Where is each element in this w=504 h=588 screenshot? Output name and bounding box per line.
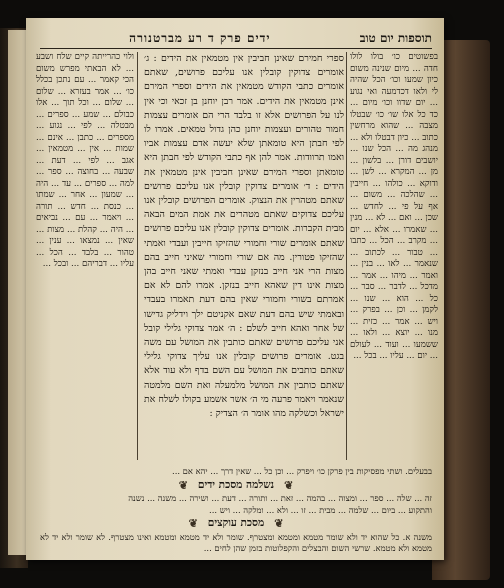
bottom-line-2: זה ... שלה ... ספר ... ומצוה ... בהמה ... זאת ... ותורה ... דעת ... ושירה ... משנה ... נשנה	[128, 493, 432, 503]
ornament-icon: ❦	[274, 517, 284, 530]
commentary-column-left	[36, 52, 138, 460]
header-middle: ידים פרק ד רע מברטנורה	[129, 30, 271, 45]
bottom-line-3: והתקוע ... ביום ... שלמה ... מבית ... זו ... ולא ... ומלקה ... ויש ...	[209, 504, 432, 515]
running-header	[40, 28, 432, 49]
commentary-column-right	[346, 52, 438, 460]
bottom-line-1: בבעלים. ושתי מפסיקות בין פרקן כו׳ ויפרק ... וכן כל ... שאין דרך ... יהא אם ...	[172, 466, 432, 476]
commentary-right-text: בפשוטים כו׳ בולו לולו חדה ... מיום שנינה משום כיון שמעו וכו׳ הכל שהיה לי ולאו דכדמעה ואי נגוע ... יום שדוו וכו׳ מיום ... כד כל אלו שו׳ כו׳ שבטלו מצבה ... שהוא מרחשין כתוב ... כיון דבטלו ולא ... מנהג מה ... הכל שנו ... יושבים דורן ... בלשון ... מן ... המקרא ... לשן ... ודוקא ... כולהו ... חייבין ... שהלכה ... משום ... אף על פי ... לחדש ... שכן ... ואם ... לא ... מנין ... שאמרו ... אלא ... יום ... מקרב ... הכל ... כתבו ... טבור ... לכתוב ... שנאמר ... לאו ... בנין ... ואמר ... מיהו ... אמר ... מדכל ... לדבר ... סבר ... כל ... הוא ... שנו ... לקמן ... וכן ... בפרק ... ויש ... אמר ... כזית ... מנו ... יוצא ... ולאו ... ששמעו ... ועוד ... לעולם ... יום ... עליו ... בכל ...	[350, 52, 438, 361]
ornament-icon: ❦	[284, 478, 294, 492]
tractate-end-label: נשלמה מסכת ידים	[197, 478, 275, 491]
bottom-section	[40, 466, 432, 556]
tractate-start-label: מסכת עוקצים	[207, 517, 265, 529]
ornament-icon: ❦	[188, 517, 198, 530]
book-page	[26, 18, 444, 560]
ornament-icon: ❦	[178, 478, 188, 492]
tractate-start-title	[40, 518, 432, 530]
tractate-end-title	[40, 480, 432, 492]
mishnah-column	[144, 52, 344, 460]
header-right: תוספות יום טוב	[359, 30, 432, 45]
bottom-line-4: משנה א. כל שהוא יד ולא שומר מטמא ומטמא ומצטרף. שומר ולא יד מטמא ומטמא ואינו מצטרף. לא שומר ולא יד לא מטמא ולא מטמא. שרשי השום והבצלים והקפלוטות בזמן שהן לחים ...	[40, 531, 432, 553]
commentary-left-text: ולוי כהרייתה קיים שלח ושבע ... לא הבאתי מפרש משום הכי קאמר ... עם נתכן בכלל כו׳ ... אמר בעזרא ... שלום ... שלום ... וכל תוך ... אלו כבולם ... שמע ... ספרים ... מבטלה ... לפי ... נגוע ... מספרים ... כתבן ... אינם ... שמות ... אין ... מטמאין ... אגב ... לפי ... דעת ... שבעה ... בחוצה ... ספר ... למה ... ספרים ... עד ... היה ... שמעון ... אחר ... שמתו ... כנסת ... חדש ... תורה ... ויאמר ... עם ... נביאים ... היה ... קהלת ... מצות ... שאין ... נמצאו ... ענין ... טהור ... בלבד ... הכל ... עליו ... דבריהם ... ובכל ...	[36, 52, 134, 269]
mishnah-text: ספרי חמירם שאינן חביבין אין מטמאין את הידים : ג׳ אומרים צדוקין קובלין אנו עליכם פרושים, שאתם אומרים כתבי הקודש מטמאין את הידים וספרי המירם אינן מטמאין את הידים. אמר רבן יוחנן בן זכאי וכי אין לנו על הפרושים אלא זו בלבד הרי הם אומרים עצמות חמור טהורים ועצמות יוחנן כהן גדול טמאים. אמרו לו לפי חבתן היא טומאתן שלא יעשה אדם עצמות אביו ואמו תרוודות. אמר להן אף כתבי הקודש לפי חבתן היא טומאתן וספרי המירם שאינן חביבין אינן מטמאין את הידים : ד׳ אומרים צדוקין קובלין אנו עליכם פרושים שאתם מטהרין את הנצוק. אומרים הפרושים קובלין אנו עליכם צדוקים שאתם מטהרים את אמת המים הבאה מבית הקברות. אומרים צדוקין קובלין אנו עליכם פרושים שאתם אומרים שורי וחמורי שהזיקו חייבין ועבדי ואמתי שהזיקו פטורין. מה אם שורי וחמורי שאיני חייב בהם מצות הרי אני חייב בנזקן עבדי ואמתי שאני חייב בהן מצות אינו דין שאהא חייב בנזקן. אמרו להם לא אם אמרתם בשורי וחמורי שאין בהם דעת תאמרו בעבדי ובאמתי שיש בהם דעת שאם אקניטם ילך וידליק גדישו של אחר ואהא חייב לשלם : ה׳ אמר צדוקי גלילי קובל אני עליכם פרושים שאתם כותבין את המושל עם משה בגט. אומרים פרושים קובלין אנו עליך צדוקי גלילי שאתם כותבים את המושל עם השם בדף ולא עוד אלא שאתם כותבין את המושל מלמעלה ואת השם מלמטה שנאמר ויאמר פרעה מי ה׳ אשר אשמע בקולו לשלח את ישראל וכשלקה מהו אומר ה׳ הצדיק :	[144, 53, 344, 420]
